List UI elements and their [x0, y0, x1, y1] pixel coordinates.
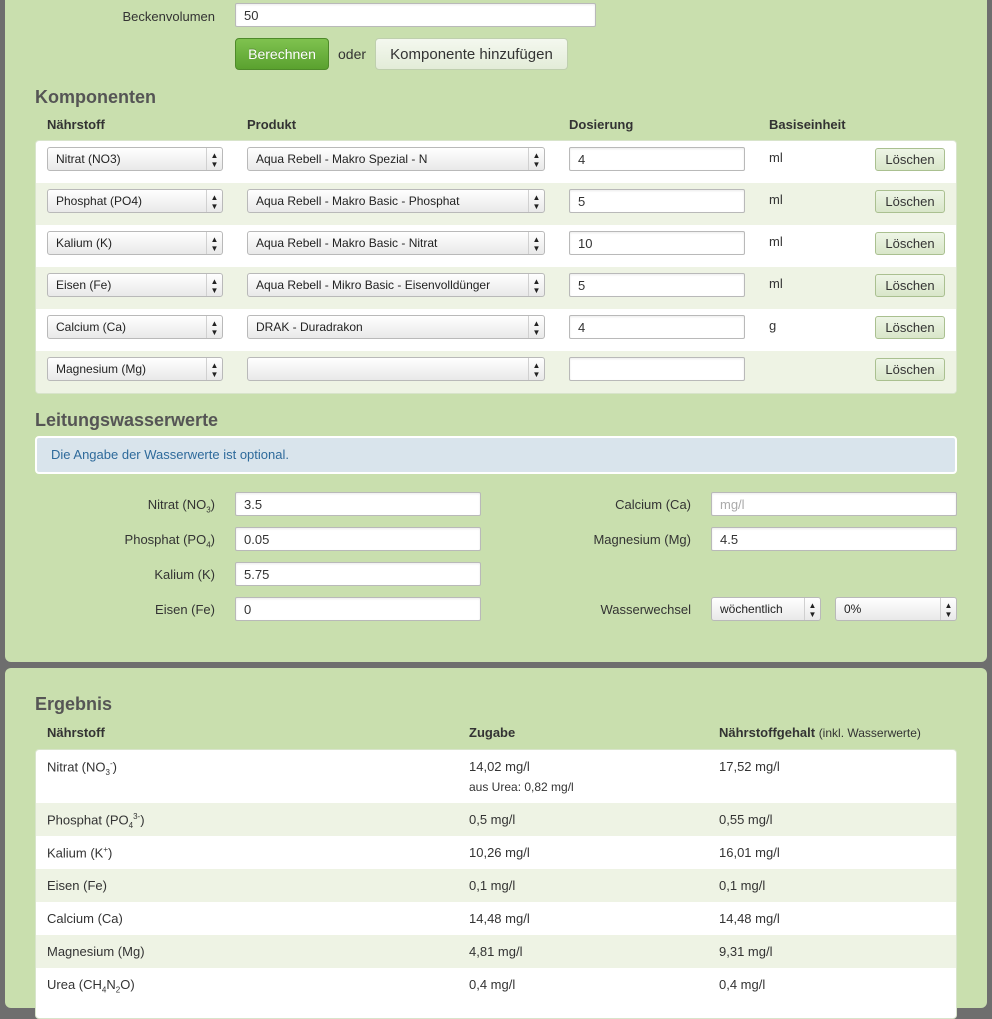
select-arrows-icon: ▲ ▼ — [804, 598, 820, 620]
base-unit: ml — [769, 192, 783, 207]
delete-button[interactable]: Löschen — [875, 358, 945, 381]
nutrient-select-value: Eisen (Fe) — [56, 278, 112, 292]
result-row — [36, 968, 956, 1001]
result-row — [36, 836, 956, 869]
tapwater-info-box: Die Angabe der Wasserwerte ist optional. — [35, 436, 957, 474]
result-col-nutrient: Nährstoff — [47, 725, 105, 740]
nitrate-label: Nitrat $(NO_3)$ — [147, 497, 215, 515]
select-arrows-icon: ▲ ▼ — [206, 316, 222, 338]
result-nutrient: Urea $(CH_4N_2O)$ — [47, 977, 135, 995]
nutrient-select-value: Calcium (Ca) — [56, 320, 127, 334]
col-dosage: Dosierung — [569, 117, 634, 132]
result-row — [36, 750, 956, 803]
select-arrows-icon: ▲ ▼ — [528, 148, 544, 170]
base-unit: ml — [769, 150, 783, 165]
result-nutrient: Kalium (K+) — [47, 845, 113, 861]
water-change-label: Wasserwechsel — [600, 602, 691, 617]
result-content: 0,55 mg/l — [719, 812, 773, 827]
nutrient-select-value: Phosphat (PO4) — [56, 194, 143, 208]
iron-label: Eisen (Fe) — [155, 602, 215, 617]
result-addition: 4,81 mg/l — [469, 944, 523, 959]
components-table — [35, 140, 957, 394]
calcium-input[interactable] — [711, 492, 957, 516]
magnesium-label: Magnesium (Mg) — [593, 532, 691, 547]
base-unit: ml — [769, 234, 783, 249]
result-nutrient: Nitrat $(NO_3^-)$ — [47, 759, 117, 777]
nutrient-select[interactable] — [47, 357, 223, 381]
product-select-value: Aqua Rebell - Makro Basic - Nitrat — [256, 236, 438, 250]
result-content: 17,52 mg/l — [719, 759, 780, 774]
potassium-label: Kalium (K) — [154, 567, 215, 582]
nutrient-select-value: Kalium (K) — [56, 236, 113, 250]
component-row — [36, 351, 956, 393]
result-content: 14,48 mg/l — [719, 911, 780, 926]
result-addition: 14,48 mg/l — [469, 911, 530, 926]
select-arrows-icon: ▲ ▼ — [528, 358, 544, 380]
result-row — [36, 869, 956, 902]
magnesium-input[interactable] — [711, 527, 957, 551]
calcium-label: Calcium (Ca) — [615, 497, 691, 512]
or-label: oder — [338, 46, 367, 62]
nutrient-select[interactable] — [47, 189, 223, 213]
result-row — [36, 803, 956, 836]
tank-volume-input[interactable] — [235, 3, 596, 27]
tapwater-title: Leitungswasserwerte — [35, 410, 219, 430]
product-select-value: Aqua Rebell - Makro Basic - Phosphat — [256, 194, 460, 208]
product-select-value: Aqua Rebell - Mikro Basic - Eisenvolldünger — [256, 278, 491, 292]
select-arrows-icon: ▲ ▼ — [206, 358, 222, 380]
dosage-input[interactable] — [569, 273, 745, 297]
component-row — [36, 309, 956, 351]
select-arrows-icon: ▲ ▼ — [206, 232, 222, 254]
calculate-button[interactable]: Berechnen — [235, 38, 329, 70]
water-change-interval-select[interactable] — [711, 597, 821, 621]
result-nutrient: Calcium (Ca) — [47, 911, 123, 926]
iron-input[interactable] — [235, 597, 481, 621]
nutrient-select[interactable] — [47, 147, 223, 171]
nutrient-select[interactable] — [47, 273, 223, 297]
product-select[interactable] — [247, 231, 545, 255]
nutrient-select[interactable] — [47, 315, 223, 339]
phosphate-label: Phosphat $(PO_4)$ — [124, 532, 215, 550]
components-title: Komponenten — [35, 87, 156, 107]
nutrient-select-value: Magnesium (Mg) — [56, 362, 147, 376]
component-row — [36, 141, 956, 183]
col-nutrient: Nährstoff — [47, 117, 105, 132]
water-change-percent-value: 0% — [844, 602, 862, 616]
col-product: Produkt — [247, 117, 297, 132]
select-arrows-icon: ▲ ▼ — [528, 316, 544, 338]
select-arrows-icon: ▲ ▼ — [528, 232, 544, 254]
select-arrows-icon: ▲ ▼ — [528, 274, 544, 296]
col-base-unit: Basiseinheit — [769, 117, 846, 132]
dosage-input[interactable] — [569, 231, 745, 255]
dosage-input[interactable] — [569, 147, 745, 171]
component-row — [36, 183, 956, 225]
result-addition-note: aus Urea: 0,82 mg/l — [469, 780, 574, 794]
select-arrows-icon: ▲ ▼ — [940, 598, 956, 620]
potassium-input[interactable] — [235, 562, 481, 586]
water-change-interval-value: wöchentlich — [720, 602, 783, 616]
result-content: 0,1 mg/l — [719, 878, 766, 893]
add-component-button[interactable]: Komponente hinzufügen — [375, 38, 568, 70]
water-change-percent-select[interactable] — [835, 597, 957, 621]
result-addition: 14,02 mg/l — [469, 759, 530, 774]
base-unit: ml — [769, 276, 783, 291]
delete-button[interactable]: Löschen — [875, 148, 945, 171]
result-addition: 0,5 mg/l — [469, 812, 516, 827]
result-row — [36, 902, 956, 935]
dosage-input[interactable] — [569, 357, 745, 381]
result-panel — [5, 668, 987, 1008]
select-arrows-icon: ▲ ▼ — [206, 274, 222, 296]
component-row — [36, 225, 956, 267]
result-title: Ergebnis — [35, 694, 113, 714]
select-arrows-icon: ▲ ▼ — [528, 190, 544, 212]
tank-volume-label: Beckenvolumen — [122, 9, 215, 24]
result-content: 9,31 mg/l — [719, 944, 773, 959]
result-table — [35, 749, 957, 1019]
result-nutrient: Phosphat $(PO_4^{3-})$ — [47, 812, 145, 830]
product-select[interactable] — [247, 147, 545, 171]
delete-button[interactable]: Löschen — [875, 316, 945, 339]
result-content: 0,4 mg/l — [719, 977, 766, 992]
result-addition: 10,26 mg/l — [469, 845, 530, 860]
product-select[interactable] — [247, 273, 545, 297]
result-addition: 0,4 mg/l — [469, 977, 516, 992]
phosphate-input[interactable] — [235, 527, 481, 551]
product-select[interactable] — [247, 189, 545, 213]
calculator-panel — [5, 0, 987, 662]
select-arrows-icon: ▲ ▼ — [206, 148, 222, 170]
result-content: 16,01 mg/l — [719, 845, 780, 860]
dosage-input[interactable] — [569, 315, 745, 339]
result-col-addition: Zugabe — [469, 725, 516, 740]
base-unit: g — [769, 318, 777, 333]
dosage-input[interactable] — [569, 189, 745, 213]
delete-button[interactable]: Löschen — [875, 232, 945, 255]
nutrient-select-value: Nitrat (NO3) — [56, 152, 121, 166]
product-select-value: DRAK - Duradrakon — [256, 320, 363, 334]
delete-button[interactable]: Löschen — [875, 190, 945, 213]
product-select[interactable] — [247, 357, 545, 381]
product-select[interactable] — [247, 315, 545, 339]
nutrient-select[interactable] — [47, 231, 223, 255]
delete-button[interactable]: Löschen — [875, 274, 945, 297]
result-addition: 0,1 mg/l — [469, 878, 516, 893]
result-row — [36, 935, 956, 968]
result-nutrient: Magnesium (Mg) — [47, 944, 145, 959]
select-arrows-icon: ▲ ▼ — [206, 190, 222, 212]
result-col-content: Nährstoffgehalt (inkl. Wasserwerte) — [719, 725, 921, 740]
result-nutrient: Eisen (Fe) — [47, 878, 107, 893]
nitrate-input[interactable] — [235, 492, 481, 516]
product-select-value: Aqua Rebell - Makro Spezial - N — [256, 152, 428, 166]
component-row — [36, 267, 956, 309]
